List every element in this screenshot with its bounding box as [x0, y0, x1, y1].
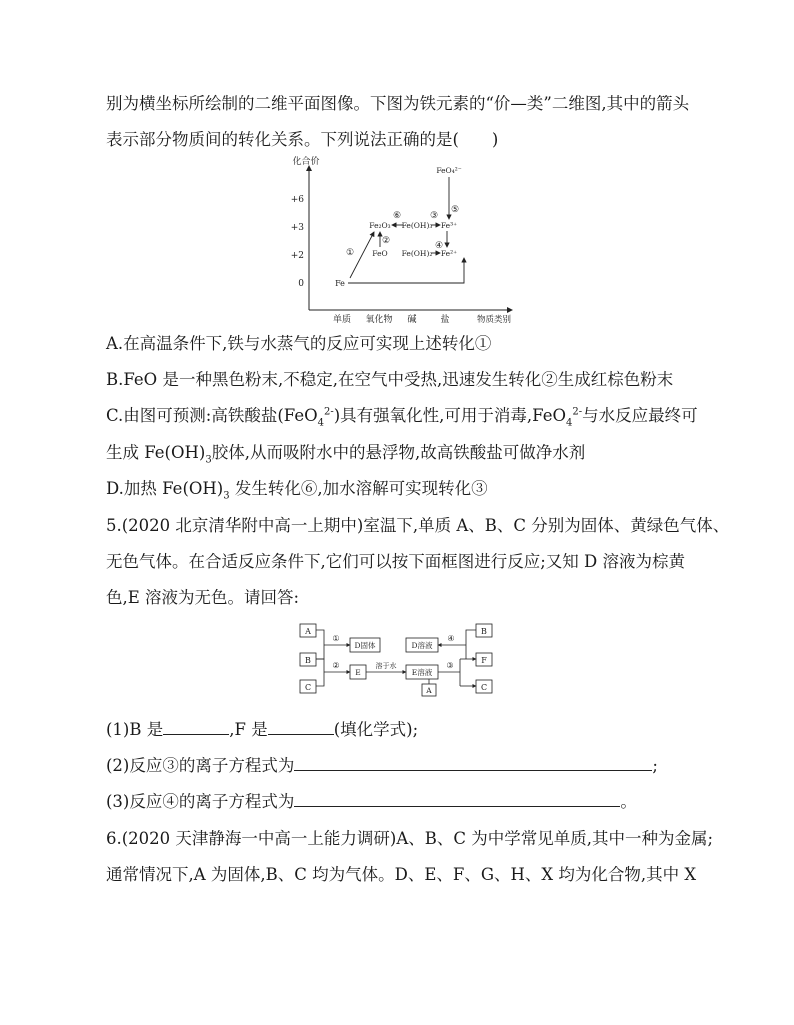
q5-line-1: 5.(2020 北京清华附中高一上期中)室温下,单质 A、B、C 分别为固体、黄绿色气体、 [106, 516, 730, 535]
x-tick-label: 碱 [407, 315, 417, 324]
node-feoh2: Fe(OH)₂ [401, 249, 433, 258]
label-1: ① [345, 248, 355, 258]
q5-sub-1: (1)B 是 ,F 是 (填化学式); [106, 720, 419, 739]
intro-line-1: 别为横坐标所绘制的二维平面图像。下图为铁元素的“价—类”二维图,其中的箭头 [106, 94, 690, 113]
answer-blank-reaction-3[interactable] [294, 756, 652, 771]
y-tick-label: +6 [290, 195, 304, 205]
node-feoh3: Fe(OH)₃ [401, 221, 433, 230]
label-3: ③ [429, 211, 439, 221]
x-tick-label: 单质 [332, 315, 352, 324]
valence-class-diagram [282, 152, 522, 324]
y-tick-label: 0 [298, 279, 304, 289]
answer-blank-f[interactable] [268, 720, 334, 735]
svg-text:①: ① [332, 634, 340, 643]
svg-text:F: F [481, 656, 487, 665]
svg-text:E: E [355, 668, 361, 677]
node-fe2: Fe²⁺ [440, 249, 458, 258]
intro-line-2: 表示部分物质间的转化关系。下列说法正确的是( ) [106, 130, 499, 149]
svg-text:④: ④ [447, 634, 455, 643]
y-axis-title: 化合价 [292, 157, 320, 167]
svg-text:C: C [304, 683, 312, 692]
q5-sub-3: (3)反应④的离子方程式为 。 [106, 792, 637, 811]
answer-blank-reaction-4[interactable] [294, 792, 620, 807]
svg-text:B: B [305, 656, 311, 665]
q6-line-2: 通常情况下,A 为固体,B、C 均为气体。D、E、F、G、H、X 均为化合物,其中 X [106, 865, 697, 884]
label-6: ⑥ [392, 211, 402, 221]
svg-text:A: A [305, 627, 311, 636]
svg-text:③: ③ [446, 661, 454, 670]
option-c-line-1: C.由图可预测:高铁酸盐(FeO$_4^{2-}$)具有强氧化性,可用于消毒,FeO$_4^{2-}$与水反应最终可 [106, 406, 698, 429]
q5-line-2: 无色气体。在合适反应条件下,它们可以按下面框图进行反应;又知 D 溶液为棕黄 [106, 552, 686, 571]
node-fe2o3: Fe₂O₃ [369, 221, 391, 230]
svg-text:溶于水: 溶于水 [375, 662, 397, 670]
answer-blank-b[interactable] [163, 720, 229, 735]
node-fe: Fe [335, 279, 345, 288]
x-axis-title: 物质类别 [476, 315, 512, 324]
option-c-line-2: 生成 $Fe(OH)_3$胶体,从而吸附水中的悬浮物,故高铁酸盐可做净水剂 [106, 443, 586, 466]
svg-text:B: B [481, 627, 487, 636]
y-tick-label: +2 [290, 251, 304, 261]
node-feo: FeO [372, 249, 388, 258]
x-tick-label: 氧化物 [365, 315, 393, 324]
y-tick-label: +3 [290, 223, 304, 233]
svg-text:E溶液: E溶液 [411, 668, 433, 677]
option-b: B.FeO 是一种黑色粉末,不稳定,在空气中受热,迅速发生转化②生成红棕色粉末 [106, 370, 674, 389]
option-a: A.在高温条件下,铁与水蒸气的反应可实现上述转化① [106, 334, 492, 353]
label-2: ② [381, 236, 391, 246]
svg-text:C: C [480, 683, 488, 692]
node-feo4: FeO₄²⁻ [436, 166, 462, 175]
svg-text:D溶液: D溶液 [411, 641, 433, 650]
label-5: ⑤ [450, 205, 460, 215]
svg-text:A: A [426, 686, 432, 695]
option-d: D.加热 $Fe(OH)_3$ 发生转化⑥,加水溶解可实现转化③ [106, 479, 488, 502]
q5-line-3: 色,E 溶液为无色。请回答: [106, 588, 300, 607]
svg-text:D固体: D固体 [354, 641, 376, 650]
q6-line-1: 6.(2020 天津静海一中高一上能力调研)A、B、C 为中学常见单质,其中一种为金属; [106, 829, 714, 848]
reaction-flow-diagram [298, 620, 498, 700]
svg-text:②: ② [332, 661, 340, 670]
x-tick-label: 盐 [440, 315, 450, 324]
arrow-fe-to-fe2 [348, 258, 464, 283]
node-fe3: Fe³⁺ [440, 221, 458, 230]
q5-sub-2: (2)反应③的离子方程式为 ; [106, 756, 658, 775]
label-4: ④ [434, 241, 444, 251]
